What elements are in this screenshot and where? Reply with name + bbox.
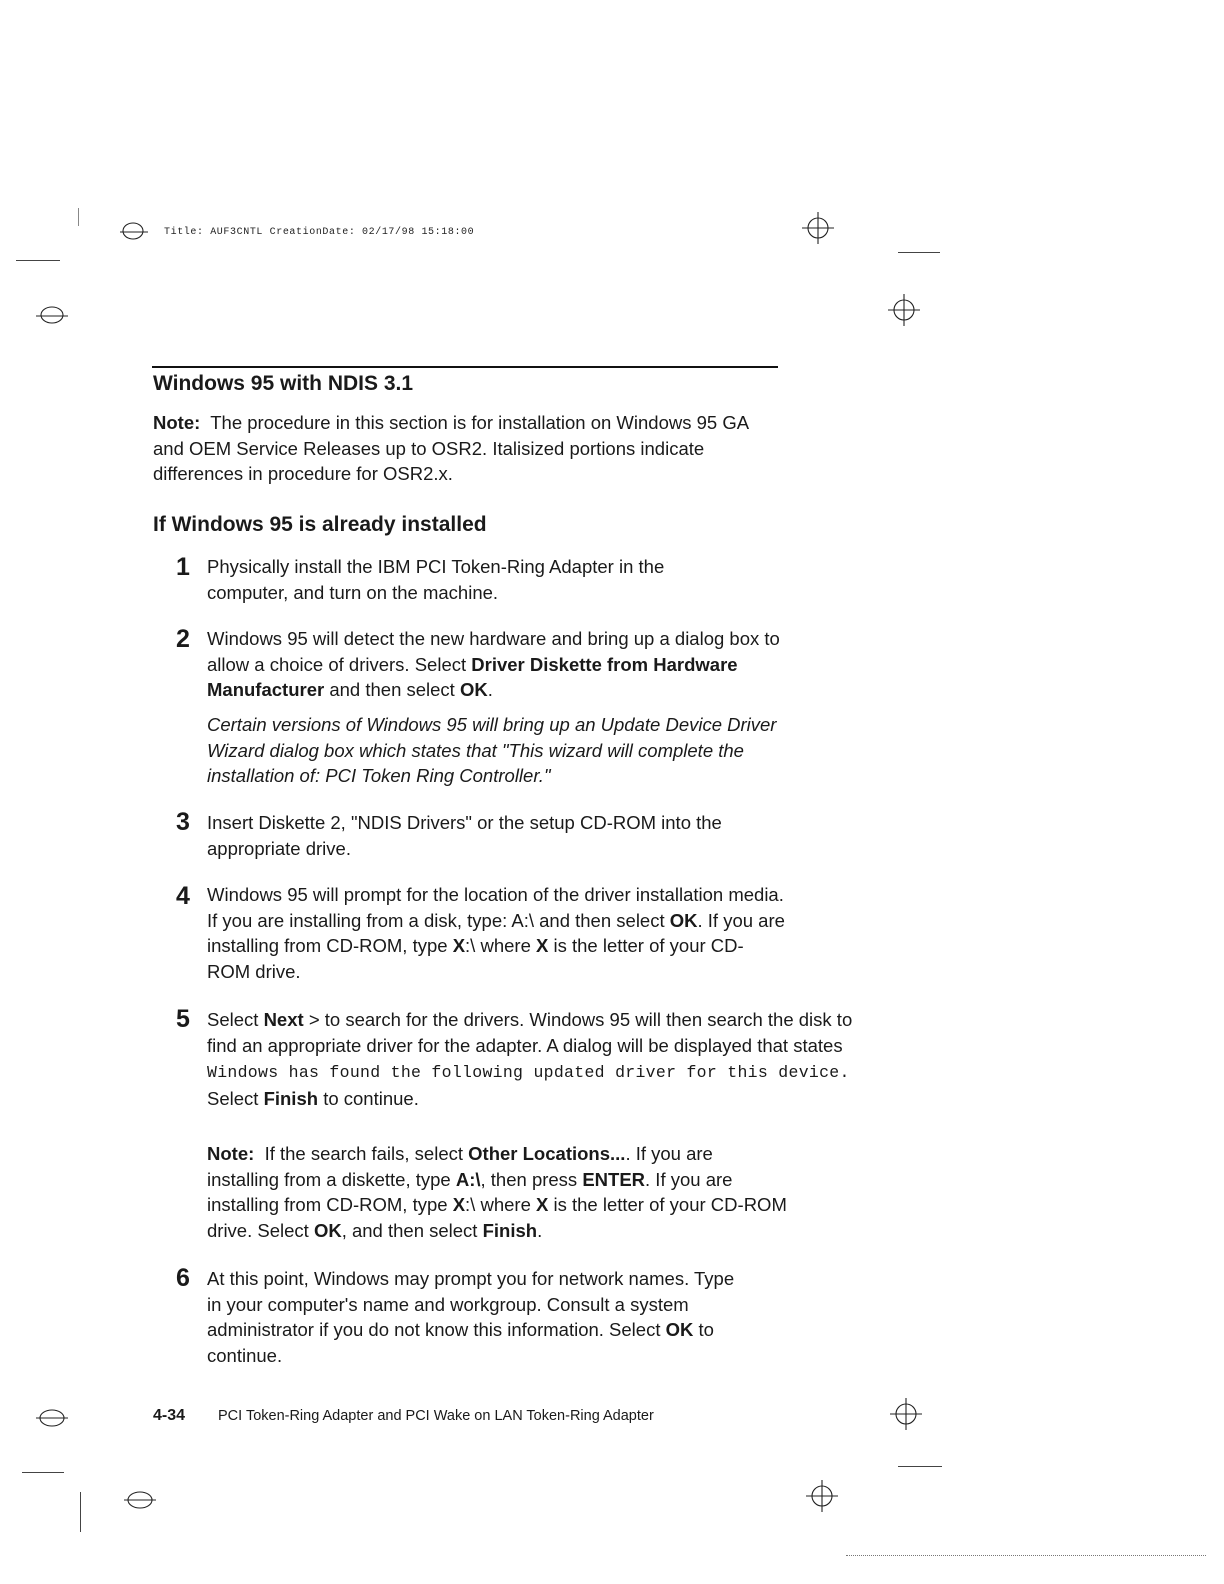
step-text-part: Select (207, 1087, 259, 1109)
crop-mark (898, 252, 940, 253)
step-text-part: . If you are installing from a diskette, type (207, 1143, 713, 1190)
registration-mark-icon (804, 1478, 840, 1514)
note-label: Note: (153, 412, 201, 433)
section-title: Windows 95 with NDIS 3.1 (153, 372, 414, 395)
registration-mark-icon (888, 1396, 924, 1432)
step-text-part: :\ where (465, 935, 531, 956)
subsection-title: If Windows 95 is already installed (153, 513, 487, 536)
step-text-part: > to search for the drivers. Windows 95 will then search the disk to find an appropriate driver for the adapter. A dialog will be displayed that states (207, 1009, 853, 1056)
drive-letter: X (452, 1194, 466, 1215)
registration-mark-icon (886, 292, 922, 328)
step-text (207, 1266, 747, 1368)
scan-edge-dots (846, 1555, 1206, 1556)
step-text-part: . (537, 1219, 543, 1241)
step-italic-note: Certain versions of Windows 95 will bring up an Update Device Driver Wizard dialog box which states that "This wizard will complete the installation of: PCI Token Ring Controller." (207, 714, 777, 786)
drive-letter: X (452, 935, 466, 956)
step-text-part: . If you are installing from CD-ROM, type (207, 909, 785, 956)
step-text-part: to continue. (323, 1087, 419, 1109)
running-footer-title: PCI Token-Ring Adapter and PCI Wake on LAN Token-Ring Adapter (218, 1408, 654, 1424)
step-number: 2 (176, 625, 190, 653)
page-number: 4-34 (153, 1407, 186, 1424)
step-text-part: . (487, 679, 493, 700)
step-text-part: Select (207, 1009, 259, 1030)
step-text-part: . If you are installing from CD-ROM, type (207, 1168, 733, 1215)
drive-letter: X (536, 935, 549, 956)
button-name: OK (459, 679, 488, 700)
registration-mark-icon (118, 220, 152, 242)
crop-mark (898, 1466, 942, 1467)
step-text-part: Windows 95 will detect the new hardware and bring up a dialog box to allow a choice of drivers. Select (207, 628, 780, 675)
button-name: OK (669, 909, 698, 931)
registration-mark-icon (32, 304, 70, 326)
crop-mark (22, 1472, 64, 1473)
step-number: 5 (176, 1005, 190, 1033)
note-text: The procedure in this section is for installation on Windows 95 GA and OEM Service Releases up to OSR2. Italisized portions indicate differences in procedure for OSR2.x. (153, 412, 749, 484)
crop-mark (80, 1492, 81, 1532)
step-text-part: and then select (329, 679, 455, 700)
drive-path: A:\ (455, 1168, 481, 1190)
step-text: Insert Diskette 2, "NDIS Drivers" or the setup CD-ROM into the appropriate drive. (207, 812, 722, 859)
step-note (207, 1141, 787, 1243)
step-text-part: Windows 95 will prompt for the location of the driver installation media. If you are installing from a disk, type: A:\ and then select (207, 884, 784, 931)
step-number: 1 (176, 553, 190, 581)
step-text-part: At this point, Windows may prompt you for network names. Type in your computer's name and workgroup. Consult a system administrator if you do not know this information. Select (207, 1268, 735, 1340)
registration-mark-icon (800, 210, 836, 246)
button-name: OK (665, 1319, 694, 1340)
step-text (207, 882, 785, 984)
registration-mark-icon (120, 1488, 158, 1512)
button-name: Finish (263, 1087, 319, 1109)
step-text (207, 626, 787, 703)
step-number: 6 (176, 1264, 190, 1292)
intro-note (153, 410, 783, 487)
step-text-part: to continue. (207, 1319, 714, 1366)
key-name: ENTER (582, 1168, 646, 1190)
step-number: 3 (176, 808, 190, 836)
step-text-part: is the letter of your CD-ROM drive. Select (207, 1194, 787, 1241)
step-text-part: is the letter of your CD-ROM drive. (207, 935, 744, 982)
drive-letter: X (536, 1194, 549, 1215)
step-text-part: , and then select (341, 1219, 478, 1241)
note-label: Note: (207, 1143, 255, 1164)
print-slug: Title: AUF3CNTL CreationDate: 02/17/98 15:18:00 (164, 227, 475, 238)
step-text-part: If the search fails, select (264, 1143, 464, 1164)
step-text-part: :\ where (465, 1194, 531, 1215)
button-name: OK (313, 1219, 342, 1241)
step-text: Physically install the IBM PCI Token-Ring Adapter in the computer, and turn on the machine. (207, 556, 665, 603)
crop-mark (78, 208, 79, 226)
option-name: Driver Diskette from Hardware Manufacturer (207, 653, 738, 700)
step-number: 4 (176, 882, 190, 910)
section-rule (152, 366, 778, 368)
step-text-part: , then press (480, 1168, 578, 1190)
step-text (207, 1007, 857, 1111)
button-name: Finish (482, 1219, 538, 1241)
crop-mark (16, 260, 60, 261)
registration-mark-icon (32, 1406, 70, 1430)
option-name: Other Locations... (468, 1143, 626, 1164)
button-name: Next (263, 1009, 304, 1030)
dialog-message: Windows has found the following updated driver for this device. (207, 1063, 850, 1082)
